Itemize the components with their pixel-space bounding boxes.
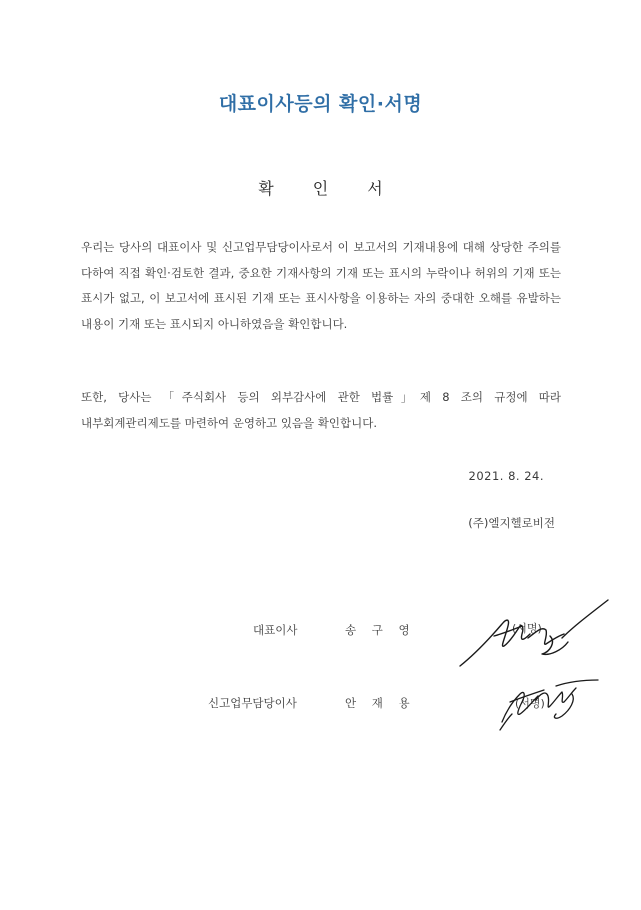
cfo-role-label: 신고업무담당이사: [208, 696, 297, 710]
company-name: (주)엘지헬로비전: [468, 516, 555, 530]
document-date: 2021. 8. 24.: [468, 469, 544, 483]
internal-control-paragraph: 또한, 당사는 「주식회사 등의 외부감사에 관한 법률」제 8 조의 규정에 따라 내부회계관리제도를 마련하여 운영하고 있음을 확인합니다.: [81, 390, 561, 430]
ceo-handwritten-signature: [450, 596, 615, 676]
cfo-handwritten-signature: [490, 672, 610, 732]
page-title: 대표이사등의 확인·서명: [218, 93, 423, 115]
confirmation-paragraph: 우리는 당사의 대표이사 및 신고업무담당이사로서 이 보고서의 기재내용에 대해 상당한 주의를 다하여 직접 확인·검토한 결과, 중요한 기재사항의 기재 또는 표시의 누락이나 허위의 기재 또는 표시가 없고, 이 보고서에 표시된 기재 또는 표시사항을 이용하는 자의 중대한 오해를 유발하는 내용이 기재 또는 표시되지 아니하였음을 확인합니다.: [81, 240, 561, 331]
ceo-role-label: 대표이사: [253, 623, 298, 637]
cfo-name: 안 재 용: [345, 696, 416, 710]
cfo-signature-mark: (서명): [515, 697, 545, 710]
document-heading: 확 인 서: [258, 179, 400, 198]
ceo-signature-mark: (서명): [512, 622, 542, 635]
ceo-name: 송 구 영: [345, 623, 416, 637]
